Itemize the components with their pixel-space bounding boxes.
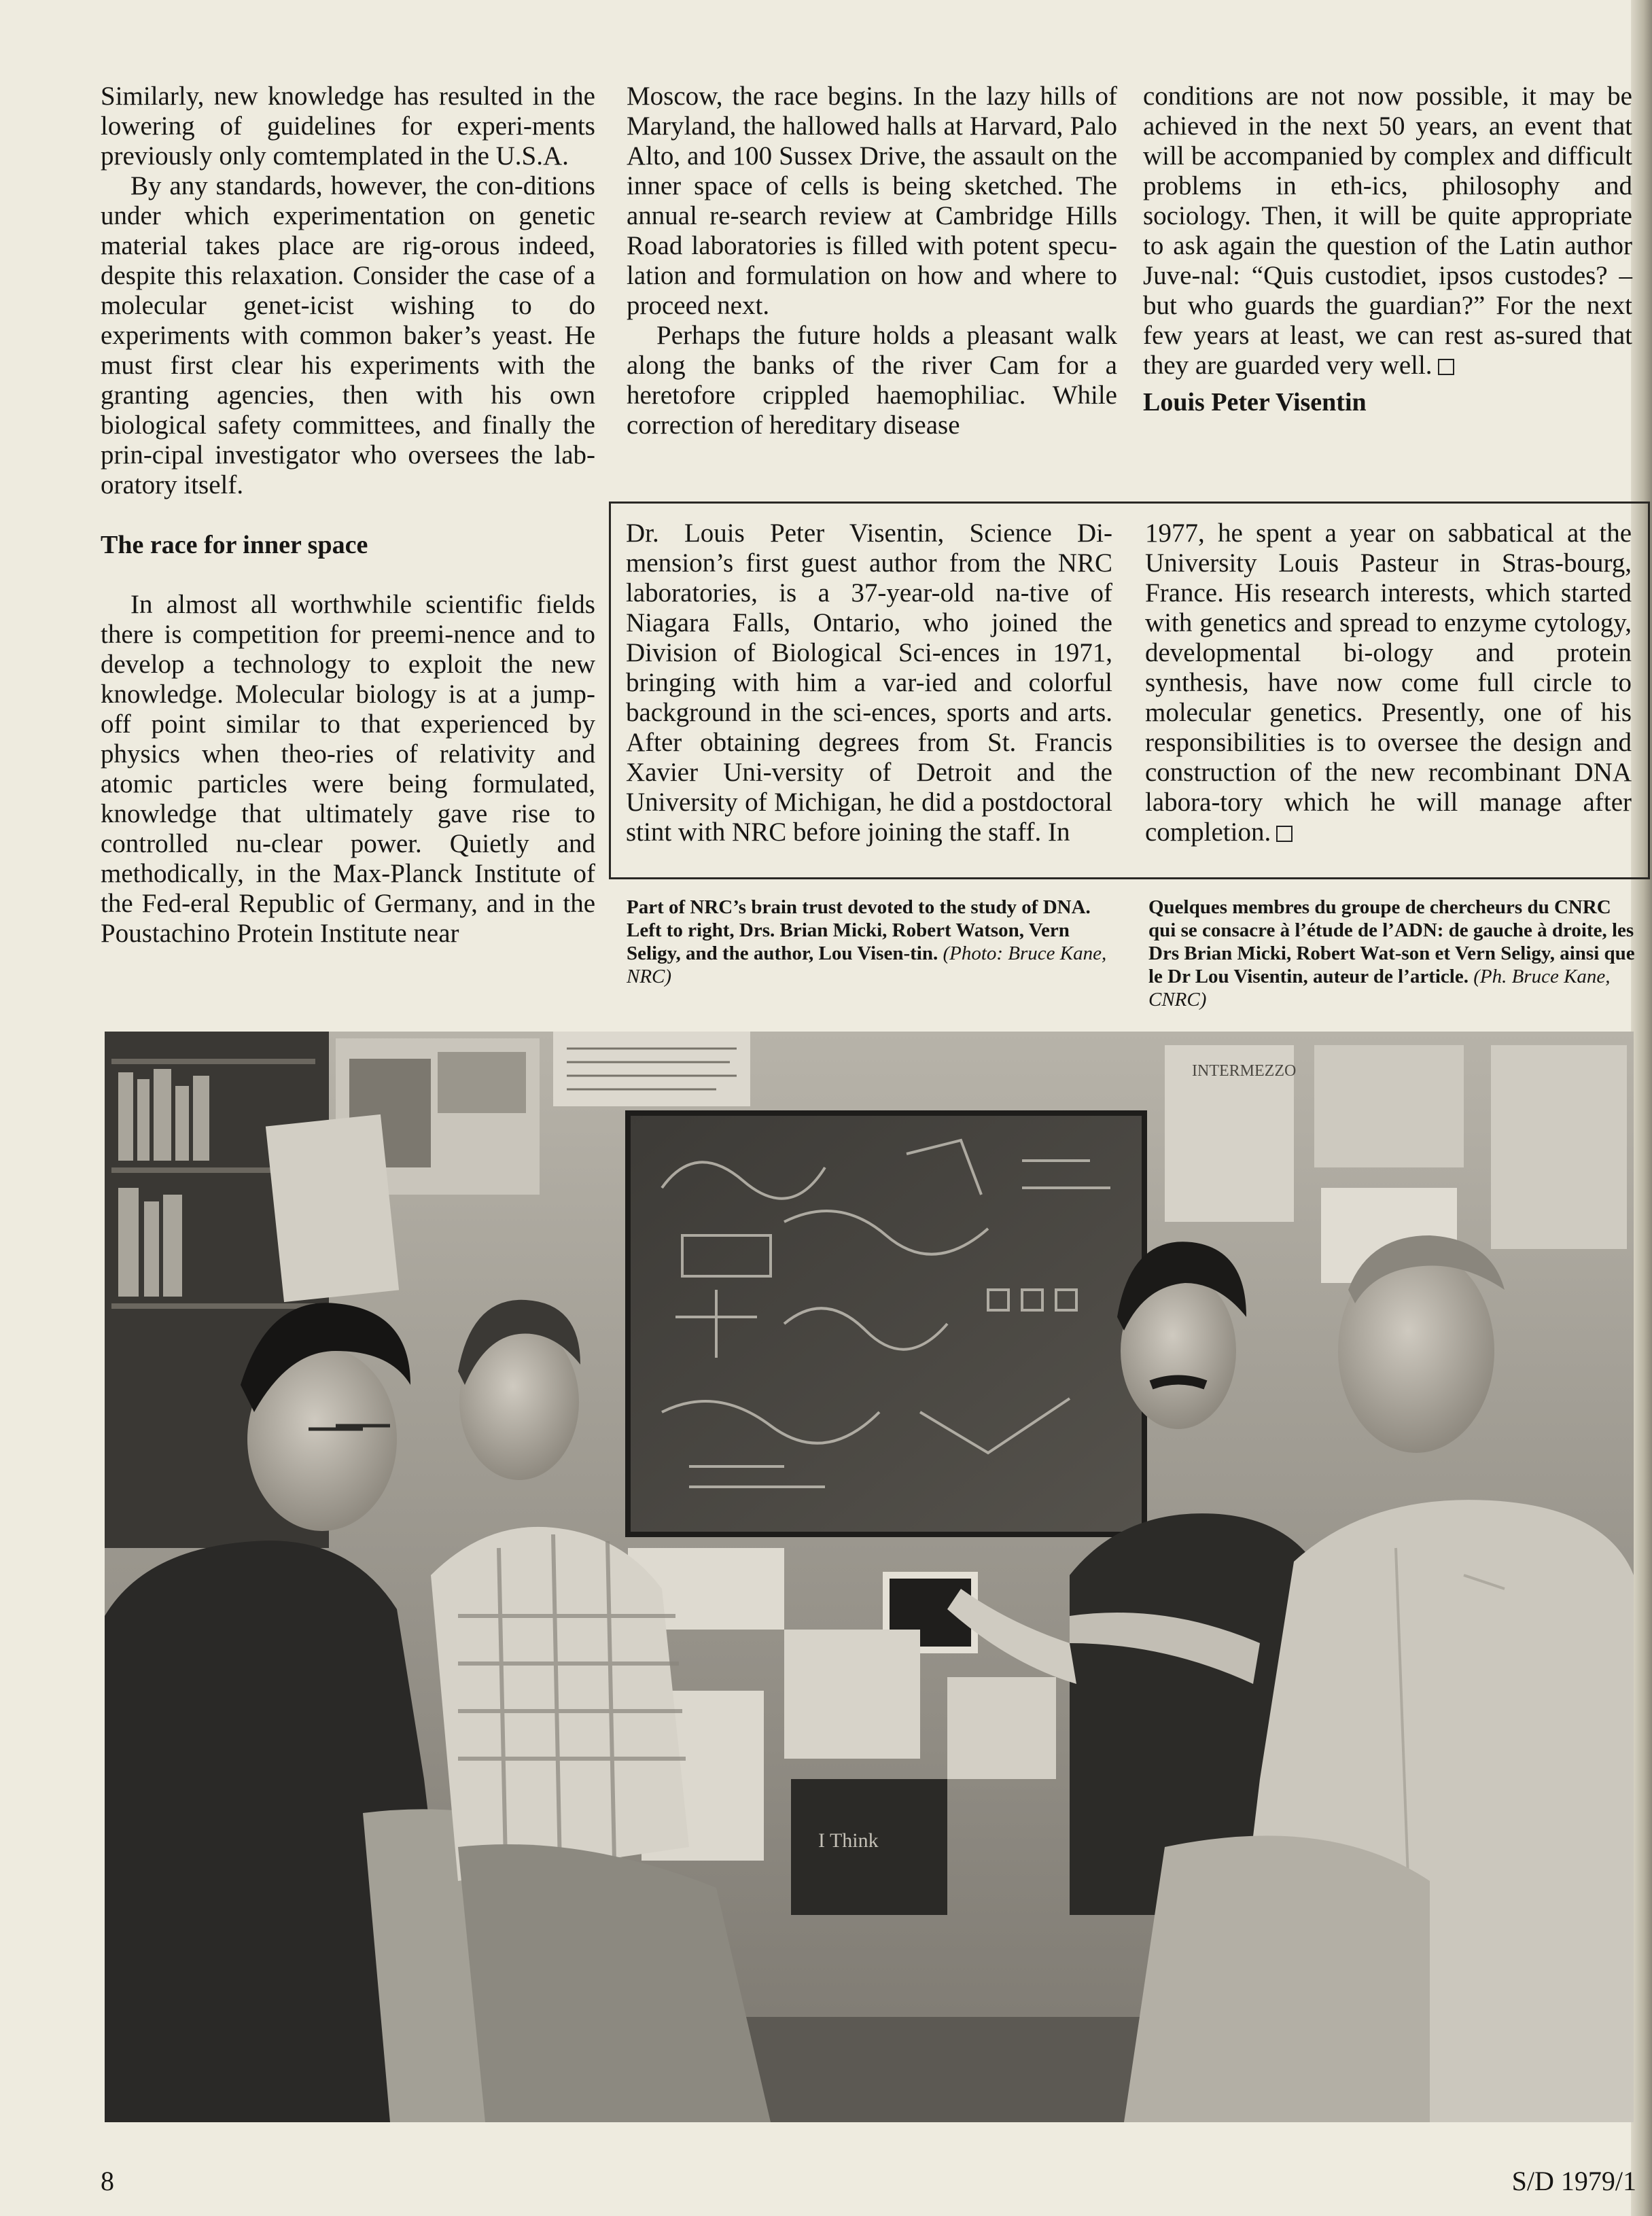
chalkboard xyxy=(628,1113,1144,1534)
caption-english-text: Part of NRC’s brain trust devoted to the study of DNA. Left to right, Drs. Brian Micki, Robert Watson, Vern Seligy, and the author, Lou Visen-tin. xyxy=(627,896,1091,964)
author-byline: Louis Peter Visentin xyxy=(1143,388,1367,417)
page-number: 8 xyxy=(101,2166,114,2196)
article-column-1 xyxy=(101,82,595,949)
col2-paragraph-2: Perhaps the future holds a pleasant walk along the banks of the river Cam for a heretofore crippled haemophiliac. While correction of hereditary disease xyxy=(627,321,1117,440)
caption-french-text: Quelques membres du groupe de chercheurs du CNRC qui se consacre à l’étude de l’ADN: de gauche à droite, les Drs Brian Micki, Robert Wat-son et Vern Seligy, ainsi que le Dr Lou Visentin, auteur de l’article. xyxy=(1148,896,1635,987)
sign-text: INTERMEZZO xyxy=(1192,1062,1297,1080)
notice xyxy=(947,1677,1056,1779)
caption-english-credit: (Photo: Bruce Kane, NRC) xyxy=(627,943,1107,987)
page-edge-shadow xyxy=(1631,0,1652,2216)
issue-label: S/D 1979/1 xyxy=(1511,2166,1636,2196)
caption-french-credit: (Ph. Bruce Kane, CNRC) xyxy=(1148,966,1611,1010)
notice xyxy=(784,1630,920,1759)
col3-paragraph-text: conditions are not now possible, it may be achieved in the next 50 years, an event that will be accompanied by complex and difficult problems in eth-ics, philosophy and sociology. Then, it will be quite appropriate to ask again the question of the Latin author Juve-nal: “Quis custodiet, ipsos custodes? – but who guards the guardian?” For the next few years at least, we can rest as-sured that they are guarded very well. xyxy=(1143,82,1632,380)
end-mark-icon xyxy=(1438,359,1454,375)
group-photograph xyxy=(105,1032,1634,2122)
end-mark-icon xyxy=(1276,826,1293,842)
col1-paragraph-2: By any standards, however, the con-ditions under which experimentation on genetic material takes place are rig-orous indeed, despite this relaxation. Consider the case of a molecular genet-icist wishing to do experiments with common baker’s yeast. He must first clear his experiments with the granting agencies, then with his own biological safety committees, and finally the prin-cipal investigator who oversees the lab-oratory itself. xyxy=(101,171,595,499)
photo-caption-french xyxy=(1148,896,1638,1011)
col1-paragraph-1: Similarly, new knowledge has resulted in the lowering of guidelines for experi-ments previously only comtemplated in the U.S.A. xyxy=(101,82,595,171)
poster xyxy=(266,1114,399,1302)
notice xyxy=(1491,1045,1627,1249)
article-column-3 xyxy=(1143,82,1632,417)
col1-paragraph-3: In almost all worthwhile scientific fields there is competition for preemi-nence and to develop a technology to exploit the new knowledge. Molecular biology is at a jump-off point similar to that experienced by physics when theo-ries of relativity and atomic particles were being formulated, knowledge that ultimately gave rise to controlled nu-clear power. Quietly and methodically, in the Max-Planck Institute of the Fed-eral Republic of Germany, and in the Poustachino Protein Institute near xyxy=(101,590,595,948)
notice xyxy=(553,1032,750,1106)
section-subheading: The race for inner space xyxy=(101,531,368,559)
notice xyxy=(1314,1045,1464,1167)
note-text: I Think xyxy=(818,1829,879,1852)
photo-illustration xyxy=(105,1032,1634,2122)
col3-paragraph-1 xyxy=(1143,82,1632,381)
bio-right-text: 1977, he spent a year on sabbatical at the University Louis Pasteur in Stras-bourg, France. His research interests, which started with genetics and spread to enzyme cytology, developmental bi-ology and protein synthesis, have now come full circle to molecular genetics. Presently, one of his responsibilities is to oversee the design and construction of the new recombinant DNA labora-tory which he will manage after completion. xyxy=(1145,518,1632,847)
bio-column-right xyxy=(1145,518,1632,847)
bio-column-left: Dr. Louis Peter Visentin, Science Di-mension’s first guest author from the NRC laboratories, is a 37-year-old na-tive of Niagara Falls, Ontario, who joined the Division of Biological Sci-ences in 1971, bringing with him a var-ied and colorful background in the sci-ences, sports and arts. After obtaining degrees from St. Francis Xavier Uni-versity of Detroit and the University of Michigan, he did a postdoctoral stint with NRC before joining the staff. In xyxy=(626,518,1112,847)
col2-paragraph-1: Moscow, the race begins. In the lazy hills of Maryland, the hallowed halls at Harvard, Palo Alto, and 100 Sussex Drive, the assault on the inner space of cells is being sketched. The annual re-search review at Cambridge Hills Road laboratories is filled with potent specu-lation and formulation on how and where to proceed next. xyxy=(627,82,1117,320)
author-bio-box xyxy=(609,502,1650,879)
photo-caption-english xyxy=(627,896,1123,988)
article-column-2 xyxy=(627,82,1117,440)
